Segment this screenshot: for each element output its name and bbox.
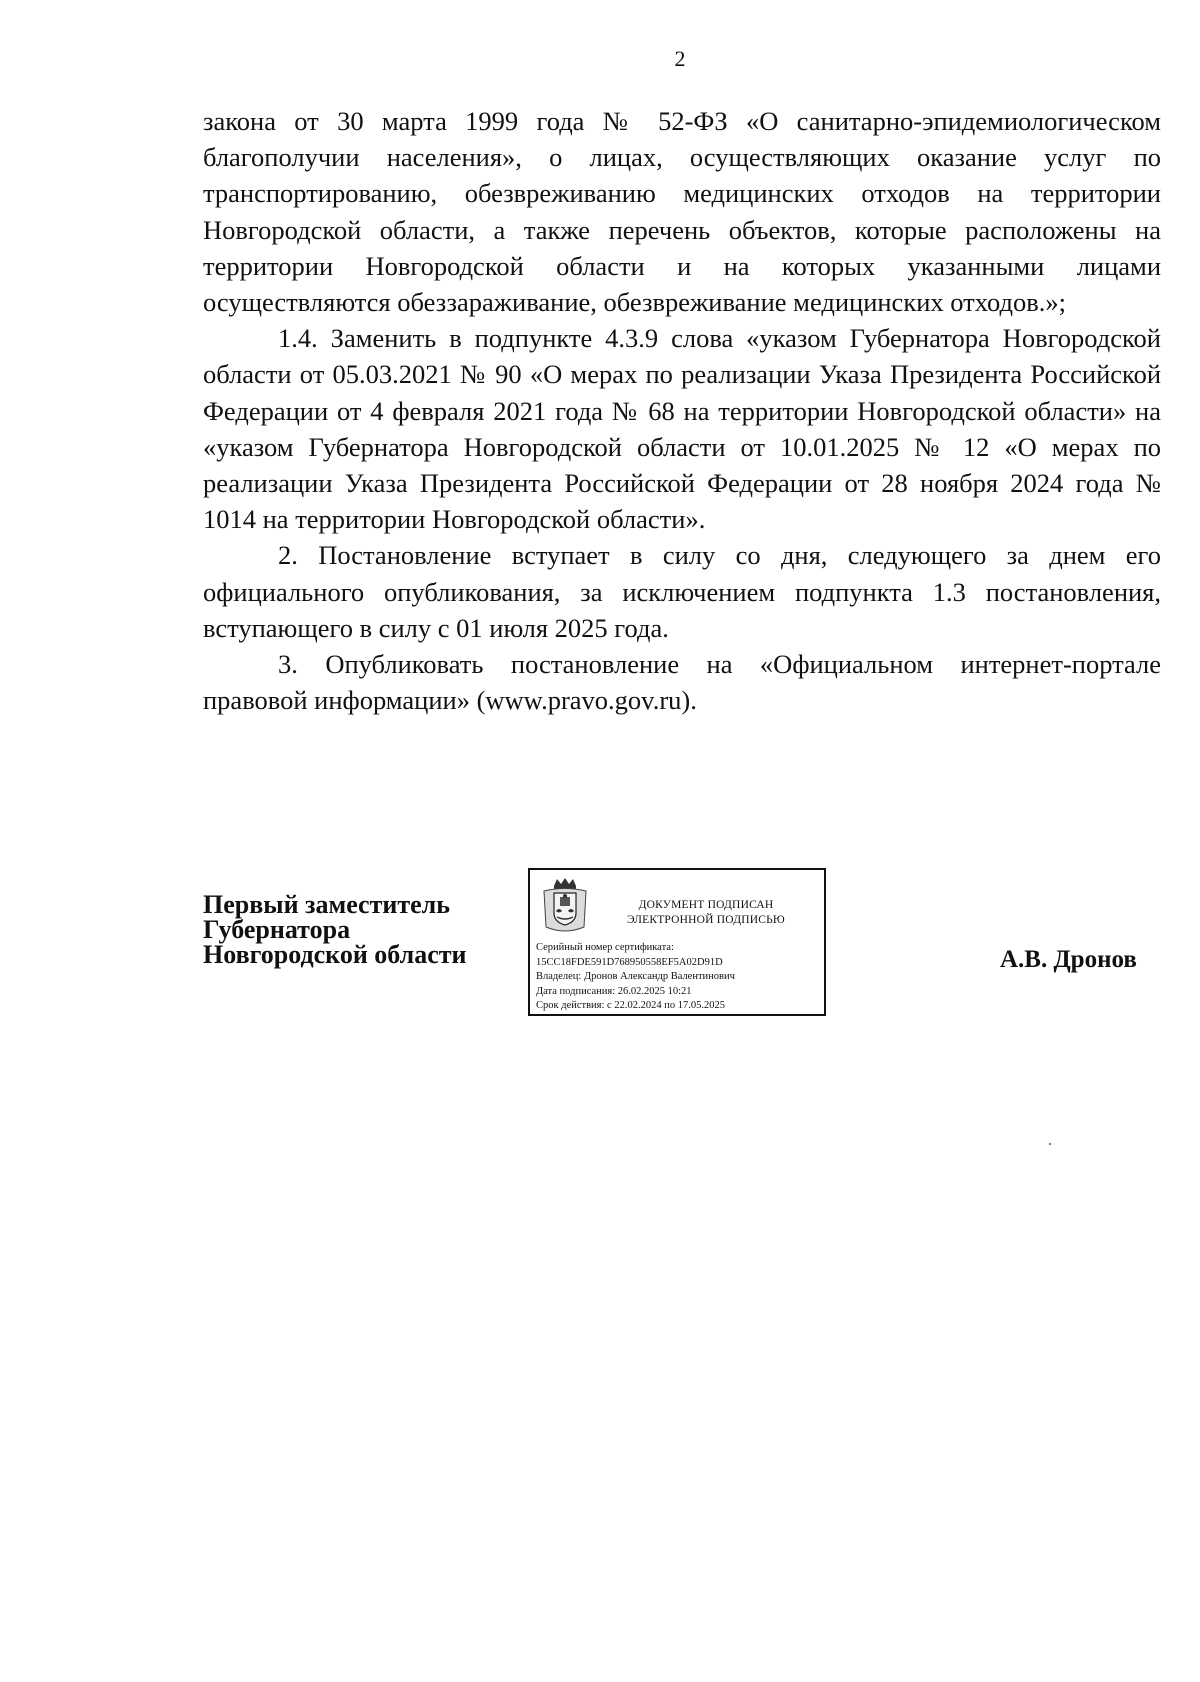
- page-number: 2: [674, 46, 686, 71]
- scan-speck: [1049, 1143, 1051, 1145]
- stamp-header: [590, 898, 822, 928]
- signing-date: Дата подписания: 26.02.2025 10:21: [536, 985, 692, 997]
- paragraph-item-1-4: 1.4. Заменить в подпункте 4.3.9 слова «указом Губернатора Новгородской области от 05.03.2021 № 90 «О мерах по реализации Указа Президента Российской Федерации от 4 февраля 2021 года № 68 на территории Новгородской области» на «указом Губернатора Новгородской области от 10.01.2025 № 12 «О мерах по реализации Указа Президента Российской Федерации от 28 ноября 2024 года № 1014 на территории Новгородской области».: [203, 323, 1161, 535]
- paragraph-item-3: 3. Опубликовать постановление на «Официальном интернет-портале правовой информации» (www.pravo.gov.ru).: [203, 649, 1161, 716]
- document-body: [203, 103, 1161, 718]
- certificate-serial-value: 15CC18FDE591D768950558EF5A02D91D: [536, 956, 723, 968]
- certificate-serial-label: Серийный номер сертификата:: [536, 942, 674, 953]
- stamp-header-line: ДОКУМЕНТ ПОДПИСАН: [638, 899, 774, 911]
- signer-title-line: Новгородской области: [203, 940, 467, 969]
- electronic-signature-stamp: [528, 868, 826, 1016]
- signer-title-line: Губернатора: [203, 915, 351, 944]
- coat-of-arms-icon: [540, 877, 590, 935]
- signer-title: [203, 892, 503, 967]
- paragraph-item-2: 2. Постановление вступает в силу со дня, следующего за днем его официального опубликования, за исключением подпункта 1.3 постановления, вступающего в силу с 01 июля 2025 года.: [203, 540, 1161, 643]
- certificate-owner: Владелец: Дронов Александр Валентинович: [536, 971, 735, 983]
- certificate-validity: Срок действия: с 22.02.2024 по 17.05.2025: [536, 1000, 725, 1012]
- stamp-header-line: ЭЛЕКТРОННОЙ ПОДПИСЬЮ: [627, 914, 785, 926]
- signer-name: А.В. Дронов: [1000, 946, 1137, 973]
- signer-title-line: Первый заместитель: [203, 890, 450, 919]
- paragraph-continuation: закона от 30 марта 1999 года № 52-ФЗ «О санитарно-эпидемиологическом благополучии населения», о лицах, осуществляющих оказание услуг по транспортированию, обезвреживанию медицинских отходов на территории Новгородской области, а также перечень объектов, которые расположены на территории Новгородской области и на которых указанными лицами осуществляются обеззараживание, обезвреживание медицинских отходов.»;: [203, 106, 1161, 318]
- stamp-details: [536, 941, 826, 1014]
